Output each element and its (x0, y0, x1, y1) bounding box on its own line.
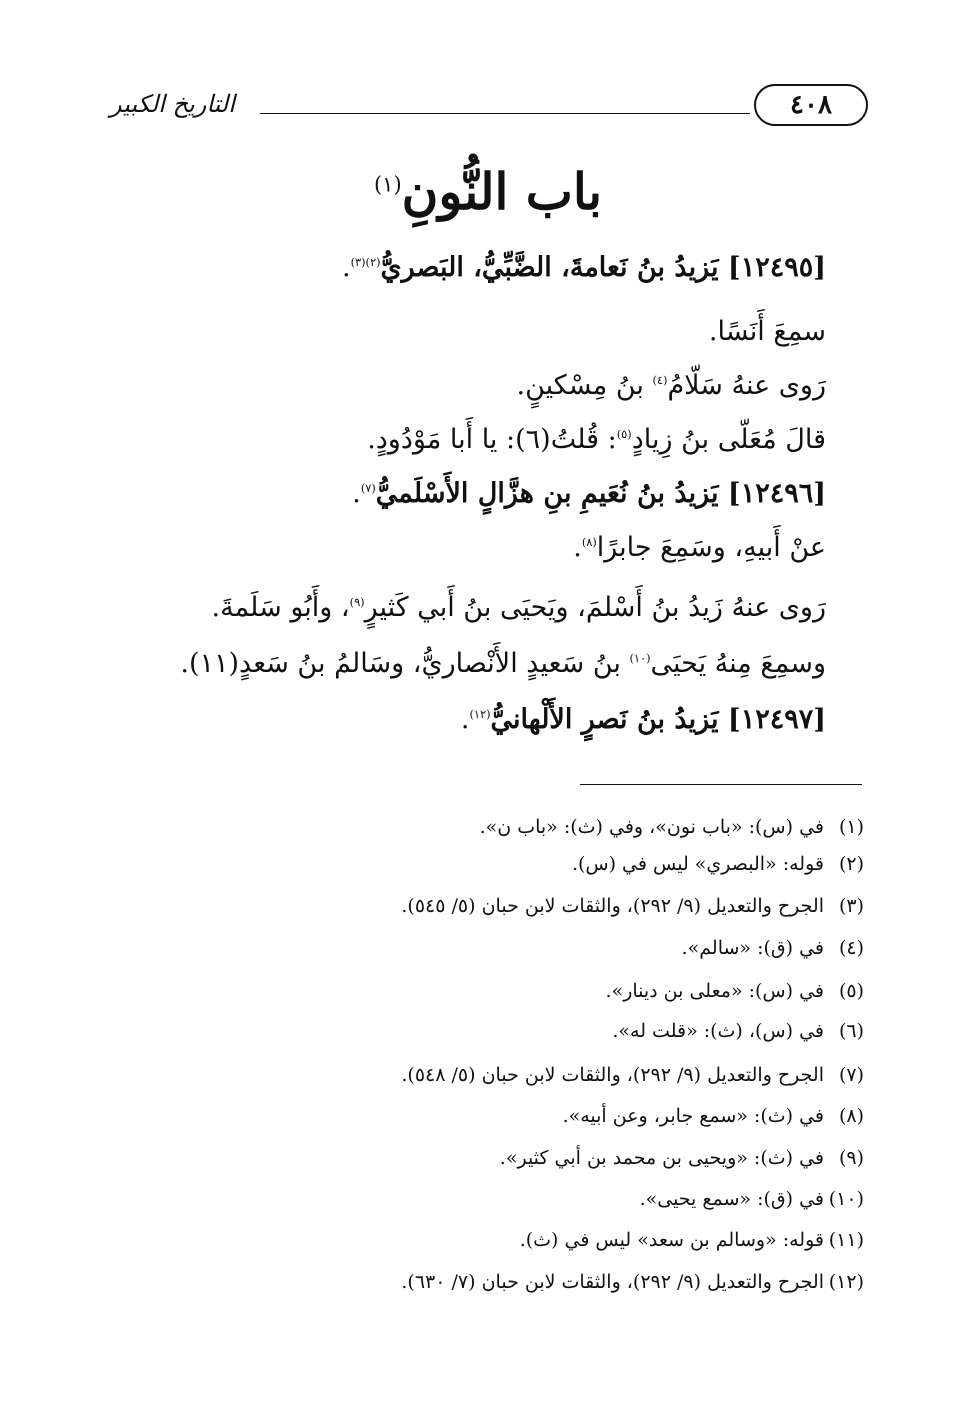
footnote-1 (480, 814, 864, 840)
footnote-3 (401, 893, 864, 919)
footnote-number: (٤) (838, 937, 864, 959)
body-line (180, 646, 826, 682)
page-header (110, 84, 870, 134)
chapter-title (0, 162, 976, 221)
footnote-8 (563, 1103, 864, 1129)
line-text: [١٢٤٩٥] يَزيدُ بنُ نَعامةَ، الضَّبِّيُّ، البَصريُّ (380, 252, 826, 283)
footnote-text: في (ث): «سمع جابر، وعن أبيه». (562, 1105, 824, 1127)
footnote-text: الجرح والتعديل (٩/ ٢٩٢)، والثقات لابن حبان (٥/ ٥٤٨). (401, 1064, 824, 1086)
footnote-5 (606, 978, 864, 1004)
footnote-number: (٨) (838, 1105, 864, 1127)
footnote-number: (١) (838, 816, 864, 838)
line-text: قالَ مُعَلّى بنُ زِيادٍ (631, 424, 826, 455)
line-text: سمِعَ أَنَسًا. (708, 316, 826, 347)
footnote-number: (٣) (838, 895, 864, 917)
footnote-number: (٦) (838, 1020, 864, 1042)
chapter-title-text: باب النُّونِ (401, 162, 603, 221)
header-rule (260, 113, 750, 114)
line-tail: بنُ مِسْكينٍ. (516, 370, 653, 401)
footnote-ref: (٥) (616, 427, 632, 441)
footnote-ref: (٨) (581, 535, 597, 549)
footnote-separator (580, 784, 862, 785)
footnote-2 (572, 851, 864, 877)
footnote-ref: (٩) (349, 595, 365, 609)
chapter-footnote-ref: (١) (373, 172, 402, 197)
footnote-number: (١٠) (828, 1188, 864, 1210)
footnote-text: في (س)، (ث): «قلت له». (612, 1020, 824, 1042)
footnote-number: (١٢) (828, 1271, 864, 1293)
line-text: عنْ أَبيهِ، وسَمِعَ جابرًا (596, 532, 826, 563)
footnote-ref: (٢)(٣) (350, 255, 381, 269)
footnote-text: الجرح والتعديل (٩/ ٢٩٢)، والثقات لابن حبان (٥/ ٥٤٥). (401, 895, 824, 917)
line-text: [١٢٤٩٧] يَزيدُ بنُ نَصرٍ الأَلْهانيُّ (490, 704, 826, 735)
body-line (573, 530, 826, 566)
body-line (709, 314, 826, 350)
footnote-9 (500, 1145, 864, 1171)
footnote-text: في (س): «باب نون»، وفي (ث): «باب ن». (479, 816, 824, 838)
footnote-number: (٢) (838, 853, 864, 875)
footnote-6 (612, 1018, 864, 1044)
entry-12497 (461, 702, 826, 738)
line-tail: . (573, 532, 582, 563)
footnote-text: في (س): «معلى بن دينار». (605, 980, 824, 1002)
line-tail: ، وأَبُو سَلَمةَ. (211, 592, 350, 623)
body-line (517, 368, 826, 404)
footnote-number: (٥) (838, 980, 864, 1002)
footnote-text: قوله: «وسالم بن سعد» ليس في (ث). (519, 1229, 824, 1251)
footnote-4 (682, 935, 864, 961)
footnote-text: قوله: «البصري» ليس في (س). (571, 853, 824, 875)
footnote-ref: (٧) (360, 481, 376, 495)
footnote-number: (٩) (838, 1147, 864, 1169)
line-tail: بنُ سَعيدٍ الأَنْصاريُّ، وسَالمُ بنُ سَعدٍ(١١). (180, 648, 630, 679)
footnote-11 (520, 1227, 864, 1253)
footnote-10 (640, 1186, 864, 1212)
footnote-text: الجرح والتعديل (٩/ ٢٩٢)، والثقات لابن حبان (٧/ ٦٣٠). (401, 1271, 824, 1293)
footnote-text: في (ق): «سالم». (681, 937, 824, 959)
footnote-ref: (١٠) (629, 651, 651, 665)
footnote-text: في (ق): «سمع يحيى». (639, 1188, 824, 1210)
line-text: رَوى عنهُ زَيدُ بنُ أَسْلمَ، ويَحيَى بنُ أَبي كَثيرٍ (364, 592, 826, 623)
footnote-12 (401, 1269, 864, 1295)
body-line (367, 422, 826, 458)
entry-12496 (352, 476, 826, 512)
line-text: [١٢٤٩٦] يَزيدُ بنُ نُعَيمِ بنِ هزَّالٍ الأَسْلَميُّ (375, 478, 826, 509)
footnote-ref: (٤) (652, 373, 668, 387)
line-text: وسمِعَ مِنهُ يَحيَى (650, 648, 826, 679)
page-number: ٤٠٨ (754, 84, 868, 126)
footnote-number: (١١) (828, 1229, 864, 1251)
footnote-text: في (ث): «ويحيى بن محمد بن أبي كثير». (499, 1147, 824, 1169)
footnote-number: (٧) (838, 1064, 864, 1086)
line-tail: . (352, 478, 361, 509)
entry-12495 (342, 250, 826, 286)
line-tail: : قُلتُ(٦): يا أَبا مَوْدُودٍ. (367, 424, 617, 455)
line-tail: . (342, 252, 351, 283)
line-tail: . (460, 704, 470, 735)
footnote-ref: (١٢) (469, 707, 491, 721)
body-line (212, 590, 826, 626)
book-title: التاريخ الكبير (110, 90, 235, 118)
line-text: رَوى عنهُ سَلّامُ (667, 370, 826, 401)
footnote-7 (401, 1062, 864, 1088)
